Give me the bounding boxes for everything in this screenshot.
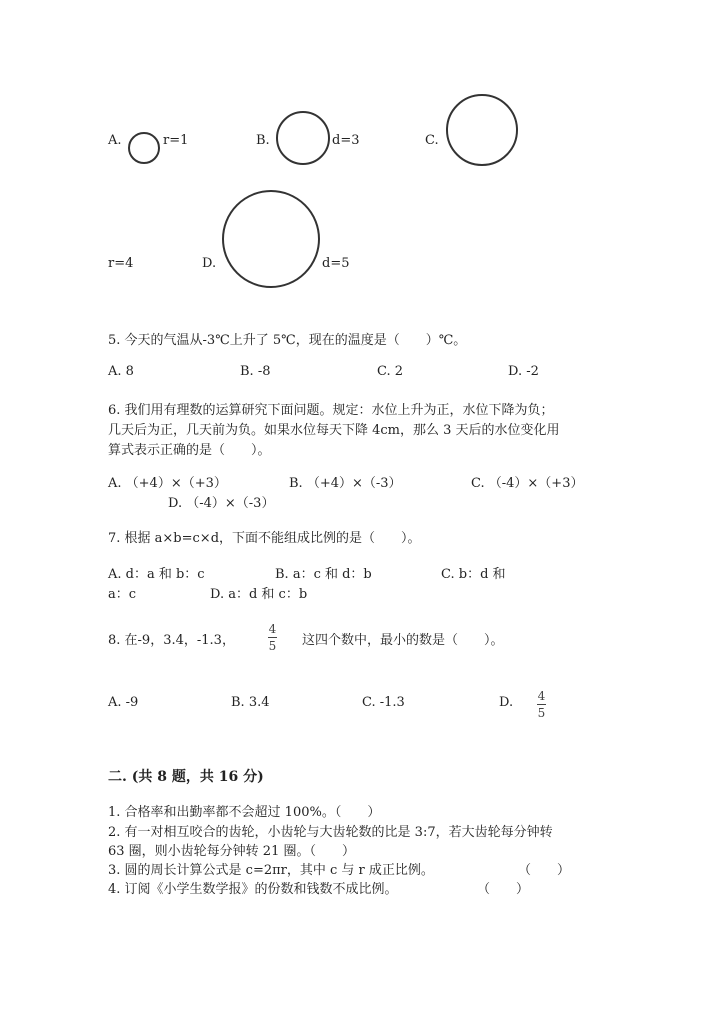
judgment-item-3-answer: （ ） <box>518 863 571 878</box>
judgment-item-4-answer: （ ） <box>477 882 530 897</box>
q7-option-a: A. d：a 和 b：c <box>108 567 205 582</box>
judgment-item-3: 3. 圆的周长计算公式是 c=2πr，其中 c 与 r 成正比例。 <box>108 863 434 878</box>
q7-option-b: B. a：c 和 d：b <box>275 567 372 582</box>
q5-stem: 5. 今天的气温从-3℃上升了 5℃，现在的温度是（ ）℃。 <box>108 333 467 348</box>
q8-option-a: A. -9 <box>108 695 139 710</box>
q8-option-d-numerator: 4 <box>537 689 546 703</box>
q5-option-b: B. -8 <box>240 364 271 379</box>
option-b-label: B. <box>256 133 270 148</box>
fraction-bar <box>268 637 277 638</box>
fraction-bar <box>537 704 546 705</box>
q7-stem: 7. 根据 a×b=c×d，下面不能组成比例的是（ ）。 <box>108 531 421 546</box>
circle-c-shape <box>446 94 518 166</box>
q8-option-b: B. 3.4 <box>231 695 270 710</box>
option-a-text: r=1 <box>163 133 189 148</box>
q8-fraction <box>268 622 277 653</box>
judgment-item-1: 1. 合格率和出勤率都不会超过 100%。（ ） <box>108 805 381 820</box>
q6-option-c: C. （-4）×（+3） <box>471 476 584 491</box>
circle-a-shape <box>128 132 160 164</box>
circle-b-shape <box>276 111 330 165</box>
q8-fraction-numerator: 4 <box>268 622 277 636</box>
option-d-text: d=5 <box>322 256 350 271</box>
section-2-heading: 二. (共 8 题，共 16 分) <box>108 769 264 785</box>
q6-stem-line-2: 几天后为正，几天前为负。如果水位每天下降 4cm，那么 3 天后的水位变化用 <box>108 423 560 438</box>
q8-fraction-denominator: 5 <box>268 639 277 653</box>
q8-option-d-denominator: 5 <box>537 706 546 720</box>
option-a-label: A. <box>108 133 122 148</box>
q8-option-d-fraction <box>537 689 546 720</box>
q6-stem-line-1: 6. 我们用有理数的运算研究下面问题。规定：水位上升为正，水位下降为负； <box>108 403 554 418</box>
q7-option-d: D. a：d 和 c：b <box>210 587 308 602</box>
option-c-label: C. <box>425 133 439 148</box>
q8-stem-suffix: 这四个数中，最小的数是（ ）。 <box>302 633 504 648</box>
circle-d-shape <box>222 190 320 288</box>
option-d-label: D. <box>202 256 217 271</box>
q6-option-a: A. （+4）×（+3） <box>108 476 227 491</box>
q7-option-c: C. b：d 和 <box>441 567 506 582</box>
q6-stem-line-3: 算式表示正确的是（ ）。 <box>108 443 271 458</box>
option-c-text: r=4 <box>108 256 134 271</box>
q5-option-a: A. 8 <box>108 364 134 379</box>
option-b-text: d=3 <box>332 133 360 148</box>
q7-option-c-cont: a：c <box>108 587 137 602</box>
q8-stem-prefix: 8. 在-9，3.4，-1.3， <box>108 633 235 648</box>
q8-option-c: C. -1.3 <box>362 695 405 710</box>
q6-option-b: B. （+4）×（-3） <box>289 476 402 491</box>
judgment-item-2: 2. 有一对相互咬合的齿轮，小齿轮与大齿轮数的比是 3:7，若大齿轮每分钟转 <box>108 825 553 840</box>
q6-option-d: D. （-4）×（-3） <box>168 496 275 511</box>
q5-option-c: C. 2 <box>377 364 404 379</box>
q8-option-d: D. <box>499 695 514 710</box>
judgment-item-4: 4. 订阅《小学生数学报》的份数和钱数不成比例。 <box>108 882 398 897</box>
q5-option-d: D. -2 <box>508 364 539 379</box>
judgment-item-2-cont: 63 圈，则小齿轮每分钟转 21 圈。（ ） <box>108 844 355 859</box>
